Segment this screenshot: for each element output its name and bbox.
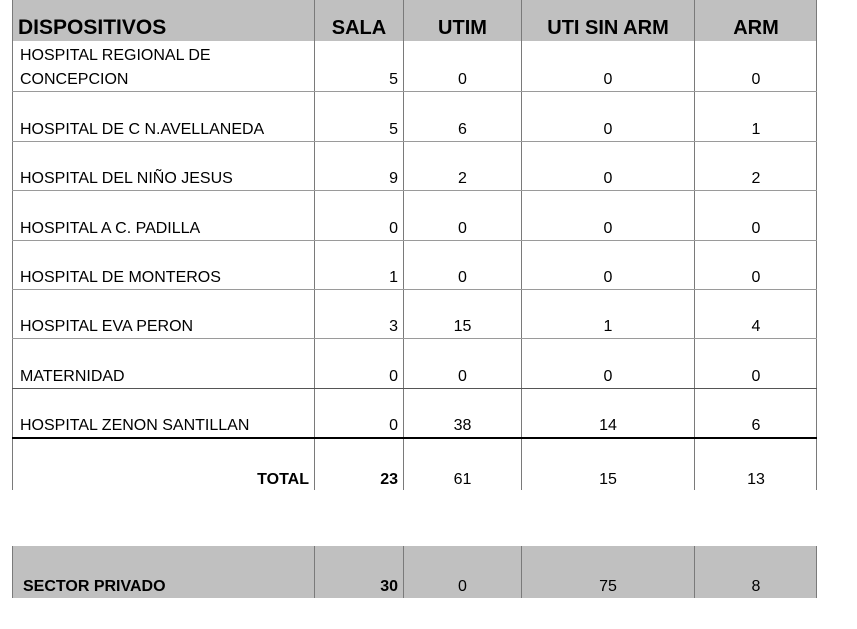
cell-utim: 2 — [458, 170, 467, 187]
header-dispositivos: DISPOSITIVOS — [18, 16, 167, 39]
cell-utim: 0 — [458, 71, 467, 88]
cell-arm: 1 — [751, 121, 761, 138]
cell-arm: 0 — [751, 71, 761, 88]
row-name: HOSPITAL DE C N.AVELLANEDA — [20, 121, 265, 138]
cell-arm: 6 — [751, 417, 761, 434]
grid-line — [12, 240, 817, 241]
cell-utim: 0 — [458, 220, 467, 237]
cell-uti-sin-arm: 0 — [603, 71, 613, 88]
total-sala: 23 — [380, 471, 398, 488]
cell-arm: 0 — [751, 269, 761, 286]
cell-sala: 5 — [389, 71, 398, 88]
total-separator — [12, 437, 817, 439]
privado-arm: 8 — [751, 578, 761, 595]
cell-uti-sin-arm: 14 — [599, 417, 617, 434]
cell-uti-sin-arm: 0 — [603, 220, 613, 237]
cell-uti-sin-arm: 0 — [603, 269, 613, 286]
cell-utim: 6 — [458, 121, 467, 138]
cell-sala: 0 — [389, 368, 398, 385]
cell-sala: 0 — [389, 220, 398, 237]
total-utim: 61 — [453, 471, 472, 488]
privado-uti-sin-arm: 75 — [599, 578, 617, 595]
header-utim: UTIM — [438, 17, 487, 39]
row-name: HOSPITAL DEL NIÑO JESUS — [20, 170, 233, 187]
cell-sala: 0 — [389, 417, 398, 434]
cell-uti-sin-arm: 0 — [603, 170, 613, 187]
privado-label: SECTOR PRIVADO — [23, 578, 166, 595]
grid-line — [12, 546, 13, 598]
cell-sala: 9 — [389, 170, 398, 187]
cell-sala: 5 — [389, 121, 398, 138]
cell-uti-sin-arm: 0 — [603, 121, 613, 138]
cell-utim: 0 — [458, 368, 467, 385]
cell-utim: 38 — [453, 417, 472, 434]
row-name-line1: HOSPITAL REGIONAL DE — [20, 47, 211, 64]
cell-arm: 0 — [751, 368, 761, 385]
privado-utim: 0 — [458, 578, 467, 595]
total-uti-sin-arm: 15 — [599, 471, 617, 488]
grid-line — [12, 388, 817, 389]
cell-arm: 2 — [751, 170, 761, 187]
cell-utim: 15 — [453, 318, 472, 335]
grid-line — [12, 190, 817, 191]
cell-sala: 3 — [389, 318, 398, 335]
cell-sala: 1 — [389, 269, 398, 286]
header-uti-sin-arm: UTI SIN ARM — [547, 17, 669, 39]
row-name-line2: CONCEPCION — [20, 71, 129, 88]
cell-arm: 0 — [751, 220, 761, 237]
total-arm: 13 — [747, 471, 765, 488]
grid-line — [12, 0, 13, 490]
grid-line — [12, 289, 817, 290]
grid-line — [12, 338, 817, 339]
header-sala: SALA — [331, 17, 387, 39]
cell-uti-sin-arm: 1 — [603, 318, 613, 335]
cell-arm: 4 — [751, 318, 761, 335]
total-label: TOTAL — [257, 471, 309, 488]
cell-uti-sin-arm: 0 — [603, 368, 613, 385]
row-name: HOSPITAL DE MONTEROS — [20, 269, 221, 286]
row-name: MATERNIDAD — [20, 368, 125, 385]
header-arm: ARM — [733, 17, 779, 39]
privado-sala: 30 — [380, 578, 398, 595]
grid-line — [12, 141, 817, 142]
row-name: HOSPITAL EVA PERON — [20, 318, 194, 335]
row-name: HOSPITAL A C. PADILLA — [20, 220, 201, 237]
grid-line — [12, 91, 817, 92]
row-name: HOSPITAL ZENON SANTILLAN — [20, 417, 250, 434]
cell-utim: 0 — [458, 269, 467, 286]
